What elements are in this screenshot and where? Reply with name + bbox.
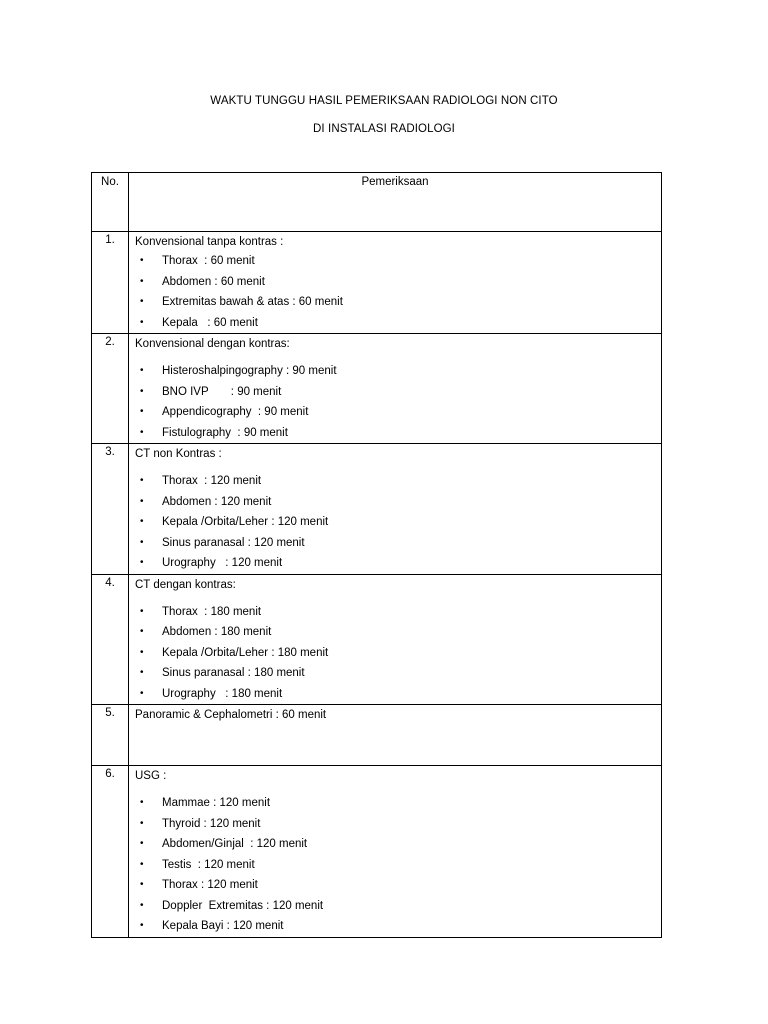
exam-item-text: Histeroshalpingography : 90 menit xyxy=(162,365,337,377)
bullet-icon: • xyxy=(140,296,144,307)
row-number: 6. xyxy=(92,766,129,938)
list-item xyxy=(135,855,661,876)
exam-item-text: Urography : 120 menit xyxy=(162,557,283,569)
exam-item-text: Thyroid : 120 menit xyxy=(162,817,261,830)
exam-item-text: Abdomen : 60 menit xyxy=(162,275,265,288)
list-item xyxy=(135,292,661,313)
list-item xyxy=(135,834,661,855)
exam-item-text: Thorax : 120 menit xyxy=(162,879,258,891)
bullet-icon: • xyxy=(140,879,144,890)
bullet-icon: • xyxy=(140,365,144,376)
list-item xyxy=(135,423,661,444)
exam-item-text: Doppler Extremitas : 120 menit xyxy=(162,899,324,912)
exam-cell xyxy=(129,232,662,334)
bullet-icon: • xyxy=(140,920,144,931)
exam-category-title: Konvensional tanpa kontras : xyxy=(135,236,284,248)
list-item xyxy=(135,793,661,814)
bullet-icon: • xyxy=(140,817,144,829)
row-number: 2. xyxy=(92,334,129,444)
exam-cell xyxy=(129,705,662,766)
list-item xyxy=(135,402,661,423)
bullet-icon: • xyxy=(140,667,144,678)
list-item xyxy=(135,313,661,334)
exam-cell xyxy=(129,766,662,938)
table-row xyxy=(92,334,662,444)
bullet-icon: • xyxy=(140,275,144,287)
list-item xyxy=(135,814,661,835)
bullet-icon: • xyxy=(140,475,144,486)
exam-item-text: Kepala : 60 menit xyxy=(162,316,258,329)
exam-cell xyxy=(129,574,662,705)
exam-category-title: USG : xyxy=(135,770,167,782)
list-item xyxy=(135,272,661,293)
exam-item-list xyxy=(135,361,661,443)
table-row xyxy=(92,232,662,334)
table-row xyxy=(92,444,662,575)
table-row xyxy=(92,574,662,705)
bullet-icon: • xyxy=(140,426,144,438)
bullet-icon: • xyxy=(140,626,144,637)
exam-item-text: Kepala /Orbita/Leher : 180 menit xyxy=(162,646,329,659)
table-row xyxy=(92,766,662,938)
exam-item-list xyxy=(135,793,661,937)
exam-item-text: Extremitas bawah & atas : 60 menit xyxy=(162,296,343,308)
list-item xyxy=(135,643,661,664)
table-header-row xyxy=(92,173,662,232)
list-item xyxy=(135,471,661,492)
exam-item-text: Kepala /Orbita/Leher : 120 menit xyxy=(162,516,329,528)
exam-cell xyxy=(129,444,662,575)
exam-item-text: Mammae : 120 menit xyxy=(162,797,271,809)
list-item xyxy=(135,916,661,937)
exam-item-text: BNO IVP : 90 menit xyxy=(162,385,282,398)
list-item xyxy=(135,622,661,643)
bullet-icon: • xyxy=(140,316,144,328)
bullet-icon: • xyxy=(140,406,144,417)
list-item xyxy=(135,361,661,382)
bullet-icon: • xyxy=(140,536,144,548)
exam-item-text: Thorax : 60 menit xyxy=(162,255,255,267)
exam-item-text: Sinus paranasal : 180 menit xyxy=(162,667,305,679)
exam-item-text: Appendicography : 90 menit xyxy=(162,406,309,418)
exam-item-text: Abdomen : 180 menit xyxy=(162,626,272,638)
exam-category-title: CT non Kontras : xyxy=(135,448,222,460)
exam-item-text: Sinus paranasal : 120 menit xyxy=(162,536,305,549)
list-item xyxy=(135,553,661,574)
exam-item-list xyxy=(135,251,661,333)
list-item xyxy=(135,684,661,705)
document-title: WAKTU TUNGGU HASIL PEMERIKSAAN RADIOLOGI NON CITO xyxy=(210,95,558,107)
bullet-icon: • xyxy=(140,605,144,617)
exam-item-text: Urography : 180 menit xyxy=(162,687,283,700)
exam-item-list xyxy=(135,602,661,705)
list-item xyxy=(135,533,661,554)
row-number: 4. xyxy=(92,574,129,705)
bullet-icon: • xyxy=(140,516,144,527)
exam-category-title: Konvensional dengan kontras: xyxy=(135,338,290,350)
bullet-icon: • xyxy=(140,255,144,266)
bullet-icon: • xyxy=(140,557,144,568)
bullet-icon: • xyxy=(140,858,144,870)
exam-category-title: CT dengan kontras: xyxy=(135,578,236,591)
bullet-icon: • xyxy=(140,797,144,808)
exam-item-list xyxy=(135,471,661,574)
bullet-icon: • xyxy=(140,385,144,397)
bullet-icon: • xyxy=(140,899,144,911)
row-number: 3. xyxy=(92,444,129,575)
list-item xyxy=(135,382,661,403)
list-item xyxy=(135,492,661,513)
exam-item-text: Thorax : 180 menit xyxy=(162,605,262,618)
exam-item-text: Abdomen/Ginjal : 120 menit xyxy=(162,838,308,850)
exam-item-text: Abdomen : 120 menit xyxy=(162,495,272,508)
row-number: 1. xyxy=(92,232,129,334)
bullet-icon: • xyxy=(140,646,144,658)
list-item xyxy=(135,663,661,684)
list-item xyxy=(135,512,661,533)
exam-item-text: Fistulography : 90 menit xyxy=(162,426,288,439)
list-item xyxy=(135,875,661,896)
header-exam: Pemeriksaan xyxy=(129,173,662,232)
document-subtitle: DI INSTALASI RADIOLOGI xyxy=(313,123,455,135)
exam-item-text: Thorax : 120 menit xyxy=(162,475,262,487)
table-row xyxy=(92,705,662,766)
list-item xyxy=(135,602,661,623)
exam-item-text: Testis : 120 menit xyxy=(162,858,255,871)
bullet-icon: • xyxy=(140,495,144,507)
exam-cell xyxy=(129,334,662,444)
exam-category-title: Panoramic & Cephalometri : 60 menit xyxy=(135,709,327,721)
list-item xyxy=(135,251,661,272)
list-item xyxy=(135,896,661,917)
bullet-icon: • xyxy=(140,687,144,699)
exam-item-text: Kepala Bayi : 120 menit xyxy=(162,920,284,932)
bullet-icon: • xyxy=(140,838,144,849)
header-no: No. xyxy=(92,173,129,232)
row-number: 5. xyxy=(92,705,129,766)
exam-wait-time-table xyxy=(91,172,662,938)
